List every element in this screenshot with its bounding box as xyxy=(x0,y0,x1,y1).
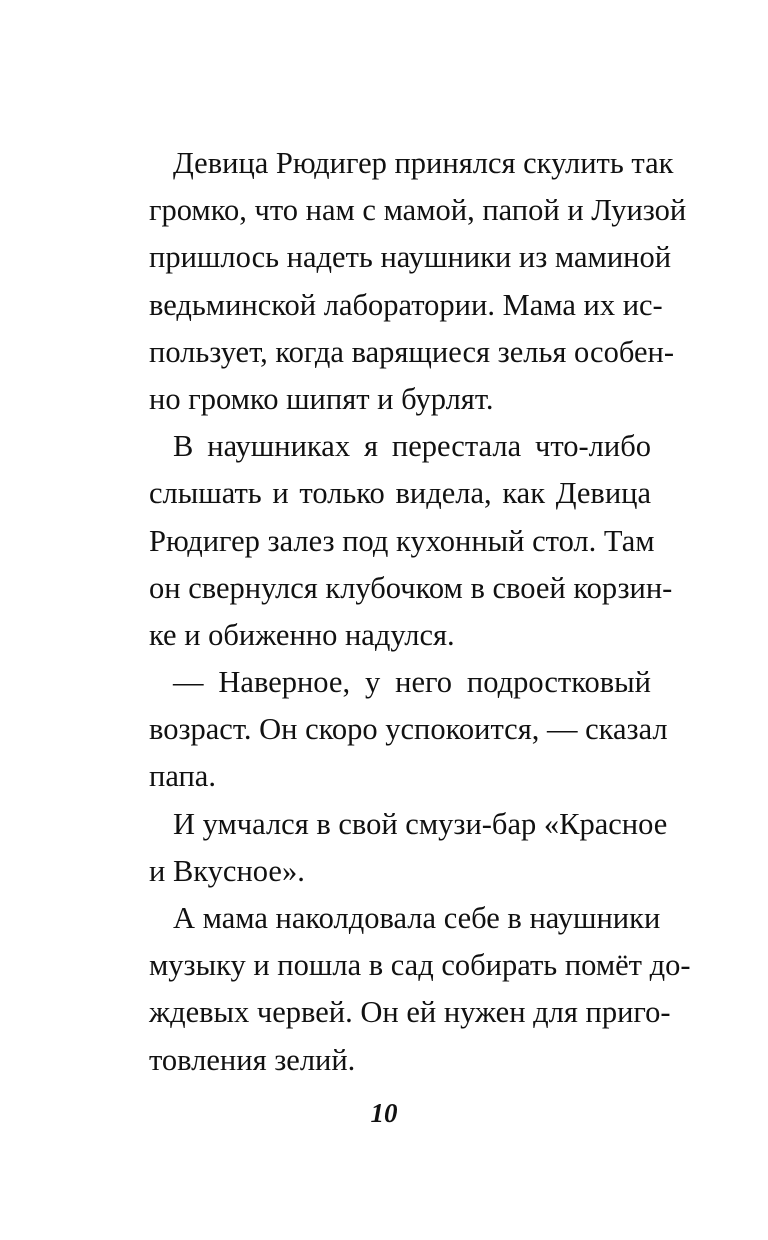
text-line: он свернулся клубочком в своей корзин- xyxy=(149,570,673,605)
paragraph-5 xyxy=(149,895,691,1084)
text-line: пользует, когда варящиеся зелья особен- xyxy=(149,334,674,369)
text-line: музыку и пошла в сад собирать помёт до- xyxy=(149,948,691,983)
text-line: громко, что нам с мамой, папой и Луизой xyxy=(149,193,687,228)
text-line: ке и обиженно надулся. xyxy=(149,617,455,652)
paragraph-4 xyxy=(149,801,668,895)
text-line: товления зелий. xyxy=(149,1042,356,1077)
paragraph-2 xyxy=(149,423,673,659)
paragraph-1 xyxy=(149,140,687,423)
text-line: и Вкусное». xyxy=(149,853,305,888)
paragraph-3 xyxy=(149,659,668,801)
text-line: папа. xyxy=(149,759,216,794)
text-line: но громко шипят и бурлят. xyxy=(149,381,494,416)
text-line: Девица Рюдигер принялся скулить так xyxy=(173,146,674,180)
text-line: А мама наколдовала себе в наушники xyxy=(173,901,661,935)
text-line: пришлось надеть наушники из маминой xyxy=(149,240,672,275)
text-line: ждевых червей. Он ей нужен для приго- xyxy=(149,995,671,1030)
text-line: Рюдигер залез под кухонный стол. Там xyxy=(149,523,655,558)
text-line: слышать и только видела, как Девица xyxy=(149,476,651,511)
text-line: — Наверное, у него подростковый xyxy=(173,665,651,700)
text-line: ведьминской лаборатории. Мама их ис- xyxy=(149,287,663,322)
text-line: В наушниках я перестала что-либо xyxy=(173,429,651,464)
text-line: И умчался в свой смузи-бар «Красное xyxy=(173,806,668,841)
body-text xyxy=(149,140,691,1084)
text-line: возраст. Он скоро успокоится, — сказал xyxy=(149,712,668,747)
page-number: 10 xyxy=(370,1098,398,1128)
